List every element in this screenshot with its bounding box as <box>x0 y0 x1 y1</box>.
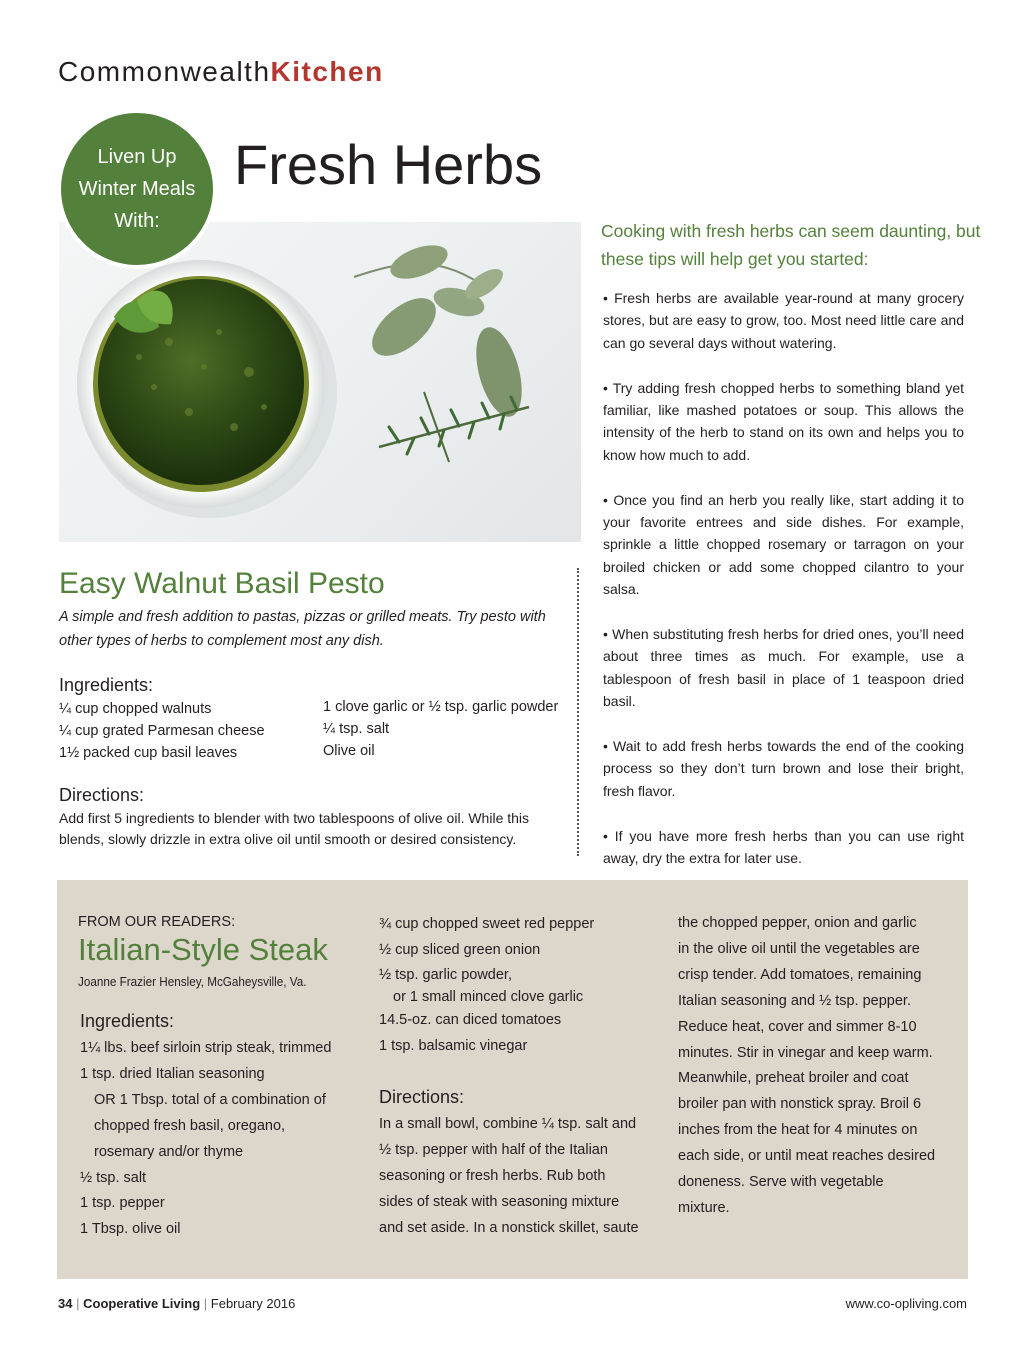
pesto-ingredients-right <box>323 696 558 762</box>
pesto-title: Easy Walnut Basil Pesto <box>59 567 385 600</box>
direction-line: broiler pan with nonstick spray. Broil 6 <box>678 1096 922 1113</box>
pesto-photo <box>59 222 581 542</box>
ingredient-item: 1¼ lbs. beef sirloin strip steak, trimmed <box>80 1040 332 1056</box>
direction-line: and set aside. In a nonstick skillet, saute <box>379 1219 639 1236</box>
ingredient-item: ½ tsp. salt <box>80 1169 147 1186</box>
column-divider <box>577 568 579 856</box>
footer-separator: | <box>203 1296 208 1311</box>
ingredient-item: ¼ cup grated Parmesan cheese <box>59 723 265 739</box>
brand-prefix: Commonwealth <box>58 56 271 87</box>
direction-line: doneness. Serve with vegetable <box>678 1174 884 1191</box>
ingredient-item: chopped fresh basil, oregano, <box>94 1117 286 1134</box>
ingredient-item: Olive oil <box>323 743 375 759</box>
readers-ingredients-col2 <box>379 912 659 1060</box>
website-url: www.co-opliving.com <box>845 1296 967 1311</box>
brand-accent: Kitchen <box>270 56 384 87</box>
readers-author: Joanne Frazier Hensley, McGaheysville, Va. <box>78 974 307 989</box>
ingredient-item: or 1 small minced clove garlic <box>393 988 584 1005</box>
pesto-ingredients-heading: Ingredients: <box>59 675 154 695</box>
readers-label: FROM OUR READERS: <box>78 914 236 930</box>
pesto-ingredients-left <box>59 698 265 764</box>
page-title: Fresh Herbs <box>234 133 543 196</box>
direction-line: inches from the heat for 4 minutes on <box>678 1122 918 1139</box>
badge-line: Winter Meals <box>78 178 196 200</box>
direction-line: in the olive oil until the vegetables are <box>678 940 920 957</box>
tip-item: • Fresh herbs are available year-round at many grocery stores, but are easy to grow, too. Most need little care and can go several days without watering. <box>603 290 964 351</box>
issue-date: February 2016 <box>210 1296 296 1311</box>
ingredient-item: 1 clove garlic or ½ tsp. garlic powder <box>323 699 559 715</box>
pesto-directions: Add first 5 ingredients to blender with two tablespoons of olive oil. While this blends, slowly drizzle in extra olive oil until smooth or desired consistency. <box>59 810 530 847</box>
readers-ingredients-col1 <box>80 1036 360 1243</box>
page-number: 34 <box>58 1296 73 1311</box>
direction-line: each side, or until meat reaches desired <box>678 1148 936 1165</box>
badge-line: With: <box>114 210 160 232</box>
ingredient-item: 1 Tbsp. olive oil <box>80 1221 181 1238</box>
direction-line: sides of steak with seasoning mixture <box>379 1193 620 1210</box>
readers-recipe-title: Italian-Style Steak <box>78 932 328 967</box>
direction-line: the chopped pepper, onion and garlic <box>678 915 917 931</box>
tip-item: • When substituting fresh herbs for dried ones, you’ll need about three times as much. For example, use a tablespoon of fresh basil in place of 1 teaspoon dried basil. <box>603 626 964 710</box>
page-footer <box>58 1296 295 1311</box>
pesto-description: A simple and fresh addition to pastas, pizzas or grilled meats. Try pesto with other types of herbs to complement most any dish. <box>59 609 546 649</box>
brand-logo <box>58 56 384 88</box>
direction-line: Reduce heat, cover and simmer 8-10 <box>678 1018 917 1035</box>
pesto-directions-heading: Directions: <box>59 785 145 805</box>
ingredient-item: 14.5-oz. can diced tomatoes <box>379 1011 562 1028</box>
footer-separator: | <box>76 1296 80 1311</box>
badge-line: Liven Up <box>97 146 177 168</box>
direction-line: Italian seasoning and ½ tsp. pepper. <box>678 992 911 1009</box>
ingredient-item: OR 1 Tbsp. total of a combination of <box>94 1091 326 1108</box>
ingredient-item: 1 tsp. dried Italian seasoning <box>80 1065 265 1082</box>
direction-line: In a small bowl, combine ¼ tsp. salt and <box>379 1116 637 1132</box>
ingredient-item: ¼ tsp. salt <box>323 721 390 737</box>
ingredient-item: rosemary and/or thyme <box>94 1143 244 1160</box>
tips-heading: Cooking with fresh herbs can seem daunting, but these tips will help get you started: <box>601 221 981 269</box>
ingredient-item: ¼ cup chopped walnuts <box>59 701 212 717</box>
tip-item: • Once you find an herb you really like, start adding it to your favorite entrees and side dishes. For example, sprinkle a little chopped rosemary or tarragon on your broiled chicken or add some chopped cilantro to your salsa. <box>603 491 964 598</box>
ingredient-item: ¾ cup chopped sweet red pepper <box>379 916 595 932</box>
pesto-photo-illustration <box>59 222 581 542</box>
direction-line: ½ tsp. pepper with half of the Italian <box>379 1141 608 1158</box>
direction-line: mixture. <box>678 1199 730 1216</box>
direction-line: seasoning or fresh herbs. Rub both <box>379 1167 606 1184</box>
readers-ingredients-heading: Ingredients: <box>80 1011 175 1031</box>
ingredient-item: 1½ packed cup basil leaves <box>59 745 238 761</box>
readers-directions-col2 <box>379 1112 669 1242</box>
ingredient-item: 1 tsp. balsamic vinegar <box>379 1037 528 1054</box>
tips-list <box>603 287 964 892</box>
badge-circle <box>57 109 217 269</box>
ingredient-item: ½ tsp. garlic powder, <box>379 966 512 983</box>
tip-item: • If you have more fresh herbs than you can use right away, dry the extra for later use. <box>603 827 964 867</box>
tip-item: • Try adding fresh chopped herbs to something bland yet familiar, like mashed potatoes or soup. This allows the intensity of the herb to stand on its own and helps you to know how much to add. <box>603 379 964 463</box>
direction-line: crisp tender. Add tomatoes, remaining <box>678 966 922 983</box>
readers-directions-col3 <box>678 911 960 1222</box>
publication-name: Cooperative Living <box>83 1296 201 1311</box>
tip-item: • Wait to add fresh herbs towards the end of the cooking process so they don’t turn brown and lose their bright, fresh flavor. <box>603 738 964 799</box>
ingredient-item: 1 tsp. pepper <box>80 1195 165 1212</box>
direction-line: minutes. Stir in vinegar and keep warm. <box>678 1044 933 1061</box>
direction-line: Meanwhile, preheat broiler and coat <box>678 1070 909 1087</box>
ingredient-item: ½ cup sliced green onion <box>379 941 541 958</box>
readers-directions-heading: Directions: <box>379 1087 465 1107</box>
